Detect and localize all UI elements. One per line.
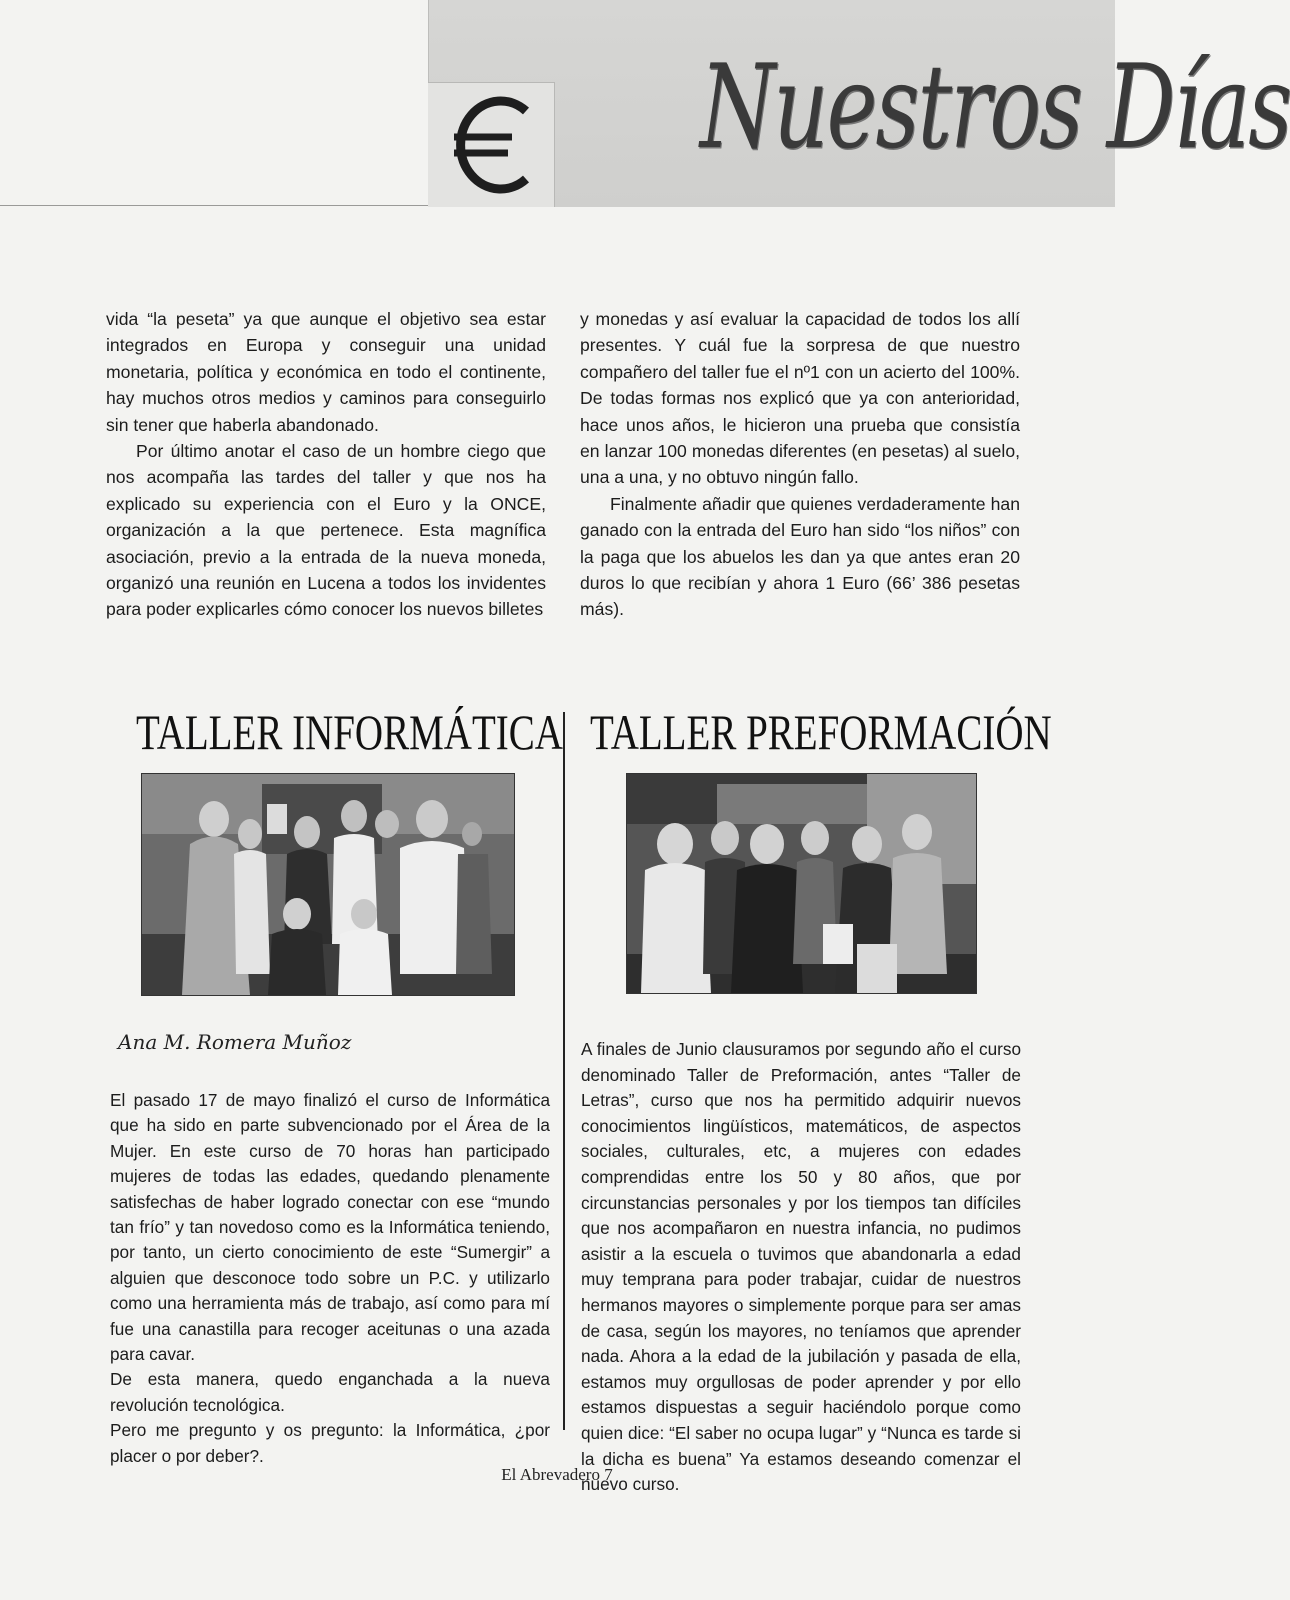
taller-informatica-body — [110, 1088, 550, 1469]
page-footer: El Abrevadero 7 — [501, 1465, 613, 1484]
paragraph: y monedas y así evaluar la capacidad de todos los allí presentes. Y cuál fue la sorpresa de que nuestro compañero del taller fue el nº1 con un acierto del 100%. De todas formas nos explicó que ya con anterioridad, hace unos años, le hicieron una prueba que consistía en lanzar 100 monedas diferentes (en pesetas) al suelo, una a una, y no obtuvo ningún fallo. — [580, 309, 1020, 488]
group-photo-informatica — [141, 773, 515, 996]
paragraph: El pasado 17 de mayo finalizó el curso de Informática que ha sido en parte subvencionado por el Área de la Mujer. En este curso de 70 horas han participado mujeres de todas las edades, quedando plenamente satisfechas de haber logrado conectar con ese “mundo tan frío” y tan novedoso como es la Informática teniendo, por tanto, un cierto conocimiento de este “Sumergir” a alguien que desconoce todo sobre un P.C. y utilizarlo como una herramienta más de trabajo, así como para mí fue una canastilla para recoger aceitunas o una azada para cavar. — [110, 1090, 550, 1365]
article-column-right-top — [580, 306, 1020, 623]
taller-preformacion-title: TALLER PREFORMACIÓN — [590, 704, 1052, 760]
paragraph: Pero me pregunto y os pregunto: la Informática, ¿por placer o por deber?. — [110, 1420, 550, 1466]
paragraph: Finalmente añadir que quienes verdaderamente han ganado con la entrada del Euro han sido “los niños” con la paga que los abuelos les dan ya que antes eran 20 duros lo que recibían y ahora 1 Euro (66’ 386 pesetas más). — [580, 493, 1020, 620]
taller-informatica-title: TALLER INFORMÁTICA — [136, 704, 563, 760]
header-rule — [0, 205, 428, 206]
column-divider — [563, 712, 565, 1430]
paragraph: Por último anotar el caso de un hombre ciego que nos acompaña las tardes del taller y que nos ha explicado su experiencia con el Euro y la ONCE, organización a la que pertenece. Esta magnífica asociación, previo a la entrada de la nueva moneda, organizó una reunión en Lucena a todos los invidentes para poder explicarles cómo conocer los nuevos billetes — [106, 441, 546, 620]
taller-preformacion-body — [581, 1037, 1021, 1498]
euro-badge — [428, 82, 555, 207]
article-column-left-top — [106, 306, 546, 623]
paragraph: A finales de Junio clausuramos por segundo año el curso denominado Taller de Preformación, antes “Taller de Letras”, curso que nos ha permitido adquirir nuevos conocimientos lingüísticos, matemáticos, de aspectos sociales, culturales, etc, a mujeres con edades comprendidas entre los 50 y 80 años, que por circunstancias personales y por los tiempos tan difíciles que nos acompañaron en nuestra infancia, no pudimos asistir a la escuela o tuvimos que abandonarla a edad muy temprana para poder trabajar, cuidar de nuestros hermanos mayores o simplemente porque para ser amas de casa, según los mayores, no teníamos que aprender nada. Ahora a la edad de la jubilación y pasada de ella, estamos muy orgullosas de poder aprender y por ello estamos dispuestas a seguir haciéndolo porque como quien dice: “El saber no ocupa lugar” y “Nunca es tarde si la dicha es buena” Ya estamos deseando comenzar el nuevo curso. — [581, 1039, 1021, 1495]
author-signature: Ana M. Romera Muñoz — [118, 1030, 352, 1054]
group-photo-preformacion — [626, 773, 977, 994]
euro-icon — [446, 89, 542, 201]
paragraph: vida “la peseta” ya que aunque el objetivo sea estar integrados en Europa y conseguir una unidad monetaria, política y económica en todo el continente, hay muchos otros medios y caminos para conseguirlo sin tener que haberla abandonado. — [106, 309, 546, 435]
paragraph: De esta manera, quedo enganchada a la nueva revolución tecnológica. — [110, 1369, 550, 1415]
section-header-title: Nuestros Días — [700, 40, 1290, 176]
